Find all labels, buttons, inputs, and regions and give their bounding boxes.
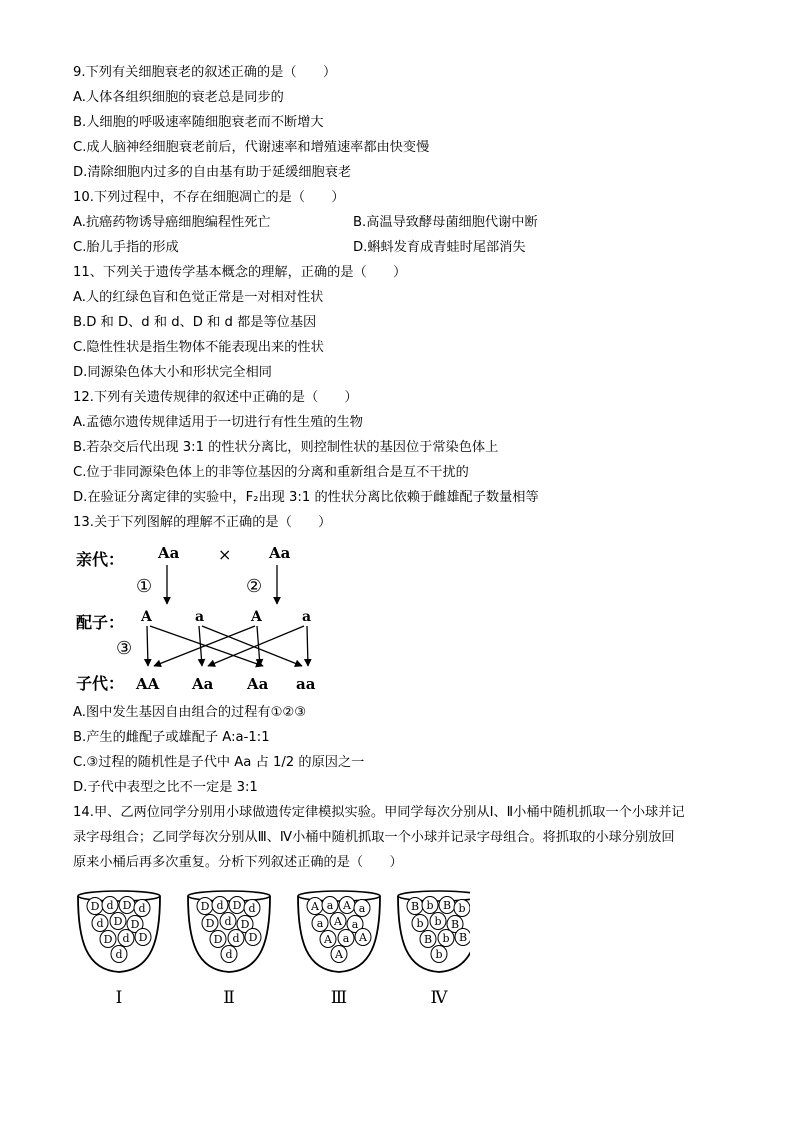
ball-letter: d bbox=[96, 917, 104, 930]
q9-option-a: A.人体各组织细胞的衰老总是同步的 bbox=[73, 90, 284, 105]
q10-option-c: C.胎儿手指的形成 bbox=[73, 240, 179, 255]
ball-letter: A bbox=[335, 948, 343, 961]
q9-stem: 9.下列有关细胞衰老的叙述正确的是（ ） bbox=[73, 65, 337, 80]
q11-option-c: C.隐性性状是指生物体不能表现出来的性状 bbox=[73, 340, 324, 355]
ball-letter: d bbox=[106, 899, 114, 912]
q9-option-d: D.清除细胞内过多的自由基有助于延缓细胞衰老 bbox=[73, 165, 352, 180]
ball-letter: B bbox=[450, 918, 460, 931]
q13-option-a: A.图中发生基因自由组合的过程有①②③ bbox=[73, 705, 307, 720]
ball-letter: d bbox=[115, 948, 123, 961]
q9-option-c: C.成人脑神经细胞衰老前后，代谢速率和增殖速率都由快变慢 bbox=[73, 140, 430, 155]
q13-option-d: D.子代中表型之比不一定是 3:1 bbox=[73, 780, 258, 795]
bucket-3 bbox=[298, 891, 380, 1008]
parent1-genotype: Aa bbox=[158, 544, 180, 562]
ball-letter: a bbox=[358, 902, 366, 915]
ball-letter: d bbox=[216, 899, 224, 912]
ball-letter: D bbox=[138, 931, 148, 944]
bucket-1 bbox=[78, 891, 160, 1008]
ball-letter: a bbox=[351, 918, 359, 931]
ball-letter: a bbox=[342, 932, 350, 945]
ball-letter: a bbox=[326, 899, 334, 912]
q12-option-b: B.若杂交后代出现 3:1 的性状分离比，则控制性状的基因位于常染色体上 bbox=[73, 440, 499, 455]
bucket-4 bbox=[398, 891, 470, 1008]
ball-letter: D bbox=[248, 931, 258, 944]
ball-letter: D bbox=[130, 918, 140, 931]
ball-letter: D bbox=[113, 915, 123, 928]
ball-letter: A bbox=[311, 900, 319, 913]
genetic-cross-diagram bbox=[70, 538, 330, 700]
ball-letter: D bbox=[205, 917, 215, 930]
ball-letter: A bbox=[324, 933, 332, 946]
bucket-label: Ⅱ bbox=[223, 988, 235, 1008]
bucket-label: Ⅲ bbox=[330, 988, 348, 1008]
q9-option-b: B.人细胞的呼吸速率随细胞衰老而不断增大 bbox=[73, 115, 324, 130]
q11-option-d: D.同源染色体大小和形状完全相同 bbox=[73, 365, 272, 380]
parent-generation-label: 亲代： bbox=[76, 550, 125, 569]
offspring-1: AA bbox=[136, 675, 160, 693]
q12-option-c: C.位于非同源染色体上的非等位基因的分离和重新组合是互不干扰的 bbox=[73, 465, 469, 480]
q11-stem: 11、下列关于遗传学基本概念的理解，正确的是（ ） bbox=[73, 265, 407, 280]
arrow-A-to-Aa-2 bbox=[150, 626, 263, 666]
ball-letter: d bbox=[138, 902, 146, 915]
gamete-label: 配子： bbox=[76, 613, 125, 632]
arrow-a2-to-Aa-1 bbox=[208, 626, 304, 666]
ball-letter: B bbox=[442, 899, 452, 912]
q14-stem-line-3: 原来小桶后再多次重复。分析下列叙述正确的是（ ） bbox=[73, 855, 403, 870]
ball-letter: D bbox=[90, 900, 100, 913]
q11-option-b: B.D 和 D、d 和 d、D 和 d 都是等位基因 bbox=[73, 315, 317, 330]
ball-letter: b bbox=[426, 899, 434, 912]
offspring-4: aa bbox=[296, 675, 316, 693]
ball-letter: D bbox=[122, 899, 132, 912]
offspring-2: Aa bbox=[192, 675, 214, 693]
q10-option-b: B.高温导致酵母菌细胞代谢中断 bbox=[353, 215, 538, 230]
q12-stem: 12.下列有关遗传规律的叙述中正确的是（ ） bbox=[73, 390, 358, 405]
arrow-a2-to-aa bbox=[307, 626, 308, 666]
q13-option-b: B.产生的雌配子或雄配子 A:a-1:1 bbox=[73, 730, 270, 745]
ball-letter: D bbox=[200, 900, 210, 913]
ball-letter: B bbox=[423, 933, 433, 946]
ball-letter: A bbox=[343, 899, 351, 912]
cross-symbol: × bbox=[218, 545, 232, 564]
ball-letter: D bbox=[213, 933, 223, 946]
ball-letter: d bbox=[224, 915, 232, 928]
ball-letter: b bbox=[442, 932, 450, 945]
q11-option-a: A.人的红绿色盲和色觉正常是一对相对性状 bbox=[73, 290, 324, 305]
bucket-diagram bbox=[70, 885, 470, 1010]
gamete-4: a bbox=[302, 609, 312, 625]
q13-option-c: C.③过程的随机性是子代中 Aa 占 1/2 的原因之一 bbox=[73, 755, 365, 770]
ball-letter: d bbox=[225, 948, 233, 961]
arrow-a-to-aa bbox=[202, 626, 302, 666]
ball-letter: A bbox=[334, 915, 342, 928]
q14-stem-line-1: 14.甲、乙两位同学分别用小球做遗传定律模拟实验。甲同学每次分别从Ⅰ、Ⅱ小桶中随机抓取一个小球并记 bbox=[73, 805, 685, 820]
q10-stem: 10.下列过程中，不存在细胞凋亡的是（ ） bbox=[73, 190, 345, 205]
bucket-label: Ⅳ bbox=[430, 988, 448, 1008]
ball-letter: B bbox=[458, 931, 468, 944]
ball-letter: b bbox=[435, 948, 443, 961]
q12-option-a: A.孟德尔遗传规律适用于一切进行有性生殖的生物 bbox=[73, 415, 363, 430]
ball-letter: d bbox=[232, 932, 240, 945]
q14-stem-line-2: 录字母组合；乙同学每次分别从Ⅲ、Ⅳ小桶中随机抓取一个小球并记录字母组合。将抓取的小球分别放回 bbox=[73, 830, 675, 845]
arrow-A-to-AA bbox=[147, 626, 148, 666]
step-1-marker: ① bbox=[136, 576, 153, 597]
offspring-3: Aa bbox=[247, 675, 269, 693]
gamete-2: a bbox=[195, 609, 205, 625]
gamete-1: A bbox=[141, 609, 152, 625]
gamete-3: A bbox=[251, 609, 262, 625]
ball-letter: B bbox=[410, 900, 420, 913]
parent2-genotype: Aa bbox=[269, 544, 291, 562]
ball-letter: A bbox=[359, 931, 367, 944]
ball-letter: b bbox=[434, 915, 442, 928]
ball-letter: D bbox=[232, 899, 242, 912]
ball-letter: D bbox=[240, 918, 250, 931]
offspring-label: 子代： bbox=[76, 674, 125, 693]
q10-option-d: D.蝌蚪发育成青蛙时尾部消失 bbox=[353, 240, 526, 255]
q13-stem: 13.关于下列图解的理解不正确的是（ ） bbox=[73, 515, 332, 530]
ball-letter: b bbox=[416, 917, 424, 930]
ball-letter: a bbox=[316, 917, 324, 930]
ball-letter: D bbox=[103, 933, 113, 946]
bucket-label: Ⅰ bbox=[115, 988, 123, 1008]
arrow-A2-to-AA bbox=[154, 626, 255, 666]
ball-letter: b bbox=[458, 902, 466, 915]
q12-option-d: D.在验证分离定律的实验中，F₂出现 3:1 的性状分离比依赖于雌雄配子数量相等 bbox=[73, 490, 539, 505]
bucket-2 bbox=[188, 891, 270, 1008]
step-3-marker: ③ bbox=[116, 638, 133, 659]
q10-option-a: A.抗癌药物诱导癌细胞编程性死亡 bbox=[73, 215, 271, 230]
step-2-marker: ② bbox=[246, 576, 263, 597]
ball-letter: d bbox=[122, 932, 130, 945]
arrow-a-to-Aa-1 bbox=[199, 626, 202, 666]
ball-letter: d bbox=[248, 902, 256, 915]
